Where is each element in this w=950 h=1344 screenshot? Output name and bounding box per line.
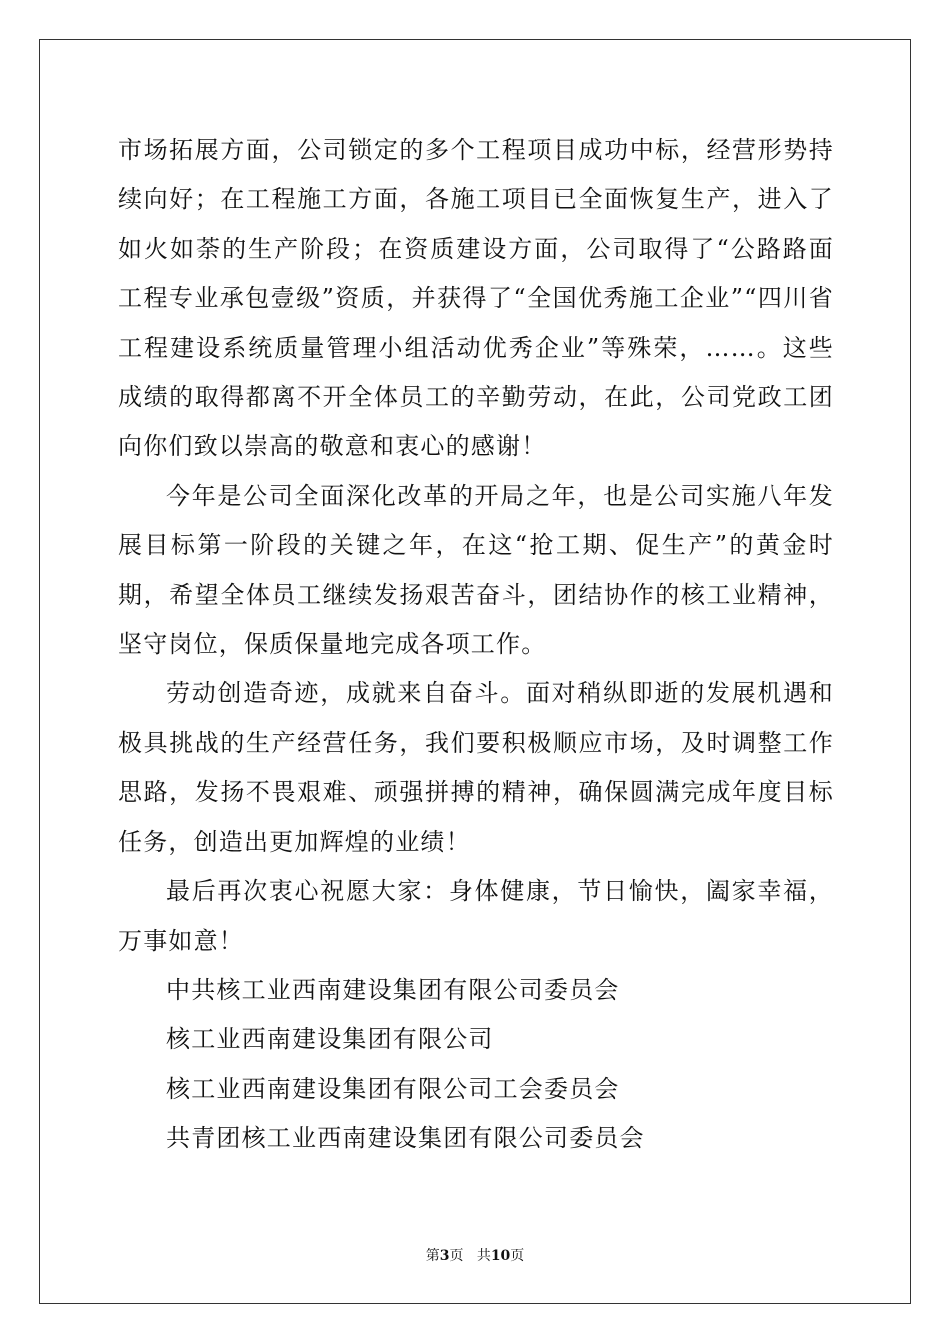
signature-party-committee: 中共核工业西南建设集团有限公司委员会 <box>166 975 620 1004</box>
signature-youth-league: 共青团核工业西南建设集团有限公司委员会 <box>166 1124 645 1153</box>
page-number-footer <box>0 1246 950 1266</box>
document-body <box>118 126 834 1164</box>
signature-company: 核工业西南建设集团有限公司 <box>166 1025 494 1054</box>
signature-trade-union: 核工业西南建设集团有限公司工会委员会 <box>166 1074 620 1103</box>
page-prefix: 第 <box>425 1248 440 1264</box>
paragraph-continued: 市场拓展方面，公司锁定的多个工程项目成功中标，经营形势持续向好；在工程施工方面，各施工项目已全面恢复生产，进入了如火如荼的生产阶段；在资质建设方面，公司取得了“公路路面工程专业承包壹级”资质，并获得了“全国优秀施工企业”“四川省工程建设系统质量管理小组活动优秀企业”等殊荣，……。这些成绩的取得都离不开全体员工的辛勤劳动，在此，公司党政工团向你们致以崇高的敬意和衷心的感谢！ <box>118 136 834 461</box>
total-suffix: 页 <box>510 1248 525 1264</box>
total-prefix: 共 <box>476 1248 491 1264</box>
current-page-number: 3 <box>439 1248 450 1264</box>
paragraph-new-year-goals: 今年是公司全面深化改革的开局之年，也是公司实施八年发展目标第一阶段的关键之年，在这“抢工期、促生产”的黄金时期，希望全体员工继续发扬艰苦奋斗，团结协作的核工业精神，坚守岗位，保质保量地完成各项工作。 <box>118 481 834 659</box>
paragraph-labor-creates-miracles: 劳动创造奇迹，成就来自奋斗。面对稍纵即逝的发展机遇和极具挑战的生产经营任务，我们要积极顺应市场，及时调整工作思路，发扬不畏艰难、顽强拼搏的精神，确保圆满完成年度目标任务，创造出更加辉煌的业绩！ <box>118 679 834 856</box>
page-suffix: 页 <box>449 1248 464 1264</box>
total-page-count: 10 <box>490 1248 511 1264</box>
paragraph-closing-wishes: 最后再次衷心祝愿大家：身体健康，节日愉快，阖家幸福，万事如意！ <box>118 877 834 955</box>
